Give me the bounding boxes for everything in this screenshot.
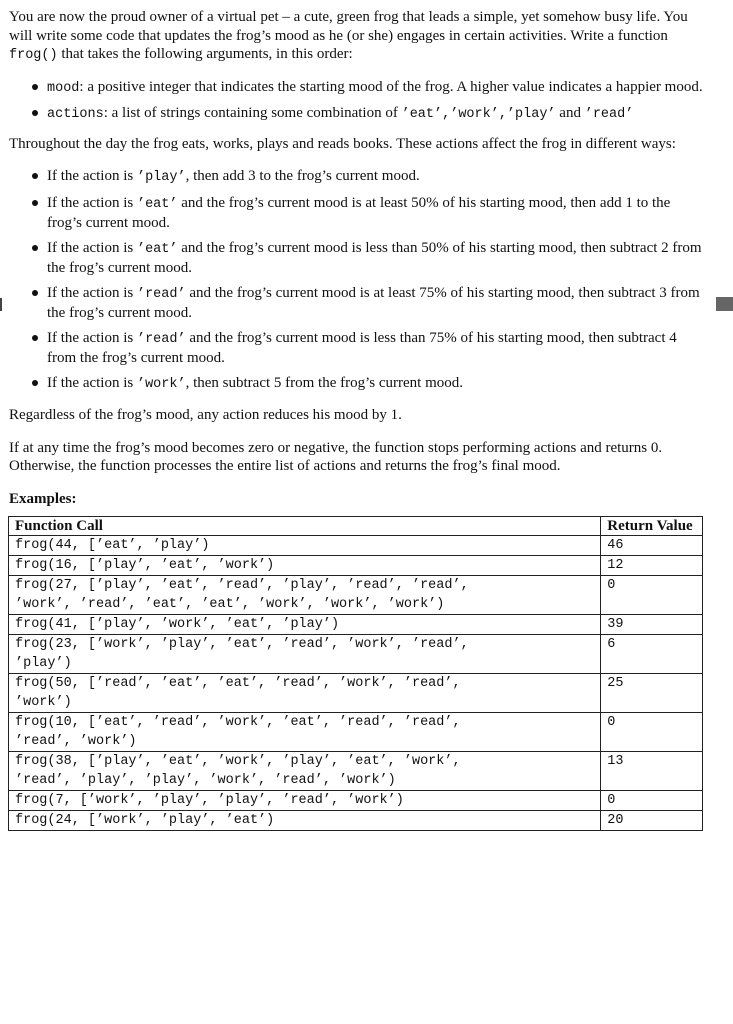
function-call-line: frog(24, [’work’, ’play’, ’eat’): [15, 813, 275, 828]
table-body: [9, 536, 703, 831]
function-call-line: ’read’, ’play’, ’play’, ’work’, ’read’, ’work’): [15, 773, 396, 788]
return-value-cell: 0: [601, 576, 703, 615]
argument-item-actions: [31, 104, 709, 125]
function-call-cell: [9, 635, 601, 674]
header-function-call: Function Call: [9, 517, 601, 536]
bullet-icon: [32, 290, 38, 296]
rule-item: [31, 284, 709, 323]
return-value-cell: 0: [601, 713, 703, 752]
rule-post: , then subtract 5 from the frog’s current mood.: [185, 374, 464, 391]
intro-paragraph: [9, 8, 709, 66]
argument-values: ’eat’,’work’,’play’: [401, 107, 556, 122]
rule-code: ’eat’: [136, 196, 178, 212]
table-row: [9, 674, 703, 713]
table-row: [9, 556, 703, 576]
bullet-icon: [32, 200, 38, 206]
intro-text-end: that takes the following arguments, in this order:: [57, 46, 353, 62]
bullet-icon: [32, 173, 38, 179]
return-value-cell: 25: [601, 674, 703, 713]
function-call-cell: [9, 713, 601, 752]
rule-pre: If the action is: [47, 194, 137, 211]
regardless-paragraph: Regardless of the frog’s mood, any action reduces his mood by 1.: [9, 407, 402, 423]
function-call-cell: [9, 576, 601, 615]
intro-text: You are now the proud owner of a virtual pet – a cute, green frog that leads a simple, yet somehow busy life. You will write some code that updates the frog’s mood as he (or she) engages in certain activities. Write a function: [9, 9, 688, 44]
argument-sep: :: [79, 78, 88, 95]
rule-item: [31, 374, 709, 395]
rule-code: ’eat’: [136, 241, 178, 257]
table-row: [9, 713, 703, 752]
rule-pre: If the action is: [47, 374, 137, 391]
table-row: [9, 576, 703, 615]
function-call-line: frog(23, [’work’, ’play’, ’eat’, ’read’, ’work’, ’read’,: [15, 637, 469, 652]
return-value-cell: 0: [601, 791, 703, 811]
rule-post: , then add 3 to the frog’s current mood.: [185, 168, 420, 184]
table-row: [9, 752, 703, 791]
argument-name: mood: [47, 80, 80, 96]
return-value-cell: 13: [601, 752, 703, 791]
examples-table: [8, 516, 703, 831]
rule-pre: If the action is: [47, 168, 137, 184]
arguments-list: [31, 78, 709, 125]
return-value-cell: 12: [601, 556, 703, 576]
bullet-icon: [32, 110, 38, 116]
rule-post: and the frog’s current mood is at least 75% of his starting mood, then subtract 3 from the frog’s current mood.: [47, 284, 700, 321]
function-call-cell: [9, 674, 601, 713]
function-call-line: frog(38, [’play’, ’eat’, ’work’, ’play’, ’eat’, ’work’,: [15, 754, 461, 769]
stop-rule-paragraph: If at any time the frog’s mood becomes zero or negative, the function stops performing actions and returns 0. Otherwise, the function processes the entire list of actions and returns the frog’s final mood.: [9, 439, 663, 474]
function-call-cell: [9, 811, 601, 831]
function-call-line: frog(44, [’eat’, ’play’): [15, 538, 210, 553]
function-name: frog(): [9, 48, 58, 63]
rule-pre: If the action is: [47, 284, 137, 301]
return-value-cell: 39: [601, 615, 703, 635]
right-margin-mark: [716, 297, 733, 311]
argument-description: a list of strings containing some combination of: [111, 105, 402, 121]
rules-intro: Throughout the day the frog eats, works, plays and reads books. These actions affect the frog in different ways:: [9, 135, 676, 152]
rule-post: and the frog’s current mood is less than 50% of his starting mood, then subtract 2 from the frog’s current mood.: [47, 239, 702, 276]
function-call-line: ’work’, ’read’, ’eat’, ’eat’, ’work’, ’work’, ’work’): [15, 597, 445, 612]
function-call-cell: [9, 556, 601, 576]
document-page: [9, 8, 709, 831]
rule-item: [31, 167, 709, 188]
function-call-line: frog(7, [’work’, ’play’, ’play’, ’read’, ’work’): [15, 793, 404, 808]
rule-item: [31, 239, 709, 278]
argument-item-mood: [31, 78, 709, 99]
rule-post: and the frog’s current mood is less than 75% of his starting mood, then subtract 4 from the frog’s current mood.: [47, 329, 677, 366]
rule-code: ’play’: [136, 170, 186, 185]
table-row: [9, 615, 703, 635]
rules-list: [31, 167, 709, 394]
return-value-cell: 6: [601, 635, 703, 674]
function-call-line: frog(10, [’eat’, ’read’, ’work’, ’eat’, ’read’, ’read’,: [15, 715, 461, 730]
bullet-icon: [32, 380, 38, 386]
function-call-line: frog(27, [’play’, ’eat’, ’read’, ’play’, ’read’, ’read’,: [15, 578, 469, 593]
function-call-line: frog(16, [’play’, ’eat’, ’work’): [15, 558, 275, 573]
argument-description: a positive integer that indicates the starting mood of the frog. A higher value indicates a happier mood.: [87, 78, 703, 95]
argument-and: and: [555, 105, 585, 121]
rule-pre: If the action is: [47, 239, 137, 256]
function-call-line: ’play’): [15, 656, 72, 671]
rule-code: ’read’: [136, 331, 186, 347]
rule-code: ’read’: [136, 286, 186, 302]
rule-item: [31, 329, 709, 368]
left-margin-mark: [0, 298, 2, 311]
examples-heading: Examples:: [9, 490, 77, 507]
function-call-line: frog(41, [’play’, ’work’, ’eat’, ’play’): [15, 617, 340, 632]
rule-item: [31, 194, 709, 233]
function-call-cell: [9, 791, 601, 811]
header-return-value: Return Value: [601, 517, 703, 536]
function-call-cell: [9, 752, 601, 791]
return-value-cell: 20: [601, 811, 703, 831]
argument-name: actions: [47, 107, 104, 122]
argument-last-value: ’read’: [584, 107, 634, 122]
function-call-line: ’read’, ’work’): [15, 734, 137, 749]
table-row: [9, 536, 703, 556]
bullet-icon: [32, 84, 38, 90]
rule-post: and the frog’s current mood is at least 50% of his starting mood, then add 1 to the frog’s current mood.: [47, 194, 671, 231]
bullet-icon: [32, 245, 38, 251]
table-row: [9, 811, 703, 831]
table-header-row: [9, 517, 703, 536]
function-call-line: frog(50, [’read’, ’eat’, ’eat’, ’read’, ’work’, ’read’,: [15, 676, 461, 691]
function-call-cell: [9, 615, 601, 635]
return-value-cell: 46: [601, 536, 703, 556]
function-call-cell: [9, 536, 601, 556]
rule-pre: If the action is: [47, 329, 137, 346]
rule-code: ’work’: [136, 376, 186, 392]
table-row: [9, 791, 703, 811]
argument-sep: :: [103, 105, 112, 121]
table-row: [9, 635, 703, 674]
function-call-line: ’work’): [15, 695, 72, 710]
bullet-icon: [32, 335, 38, 341]
